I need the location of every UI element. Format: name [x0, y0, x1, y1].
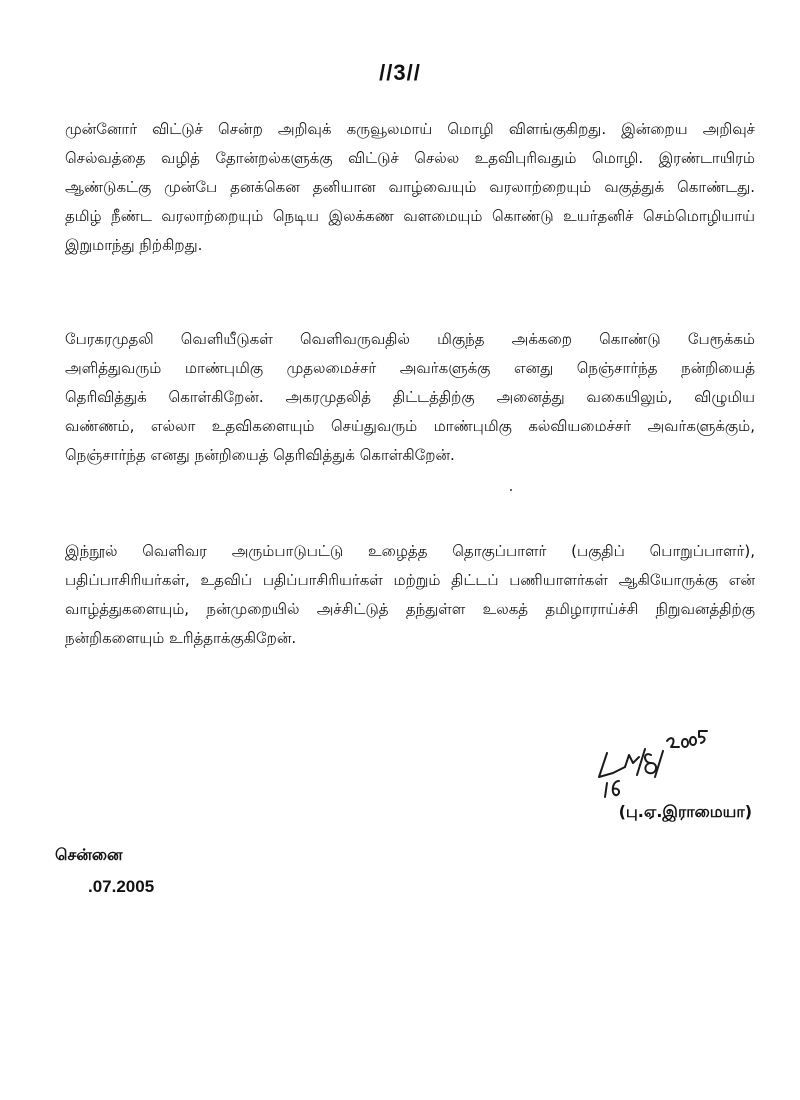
document-date: .07.2005	[88, 877, 155, 896]
signatory-name: (பு.ஏ.இராமையா)	[618, 802, 752, 821]
paragraph-line: தெரிவித்துக் கொள்கிறேன். அகரமுதலித் திட்டத்திற்கு அனைத்து வகையிலும், விழுமிய	[65, 388, 755, 406]
paragraph-line: வாழ்த்துகளையும், நன்முறையில் அச்சிட்டுத் தந்துள்ள உலகத் தமிழாராய்ச்சி நிறுவனத்திற்கு	[65, 600, 755, 618]
paragraph-line: தமிழ் நீண்ட வரலாற்றையும் நெடிய இலக்கண வளமையும் கொண்டு உயர்தனிச் செம்மொழியாய்	[65, 207, 755, 225]
paragraph-line: பேரகரமுதலி வெளியீடுகள் வெளிவருவதில் மிகுந்த அக்கறை கொண்டு பேரூக்கம்	[65, 330, 755, 348]
paragraph-line: செல்வத்தை வழித் தோன்றல்களுக்கு விட்டுச் செல்ல உதவிபுரிவதும் மொழி. இரண்டாயிரம்	[65, 149, 755, 167]
paragraph-line: ஆண்டுகட்கு முன்பே தனக்கென தனியான வாழ்வையும் வரலாற்றையும் வகுத்துக் கொண்டது.	[65, 178, 755, 196]
stray-mark	[510, 489, 512, 491]
paragraph-line: இந்நூல் வெளிவர அரும்பாடுபட்டு உழைத்த தொகுப்பாளர் (பகுதிப் பொறுப்பாளர்),	[65, 542, 755, 560]
paragraph-thanks-ministers	[65, 325, 755, 470]
paragraph-line: பதிப்பாசிரியர்கள், உதவிப் பதிப்பாசிரியர்கள் மற்றும் திட்டப் பணியாளர்கள் ஆகியோருக்கு என்	[65, 571, 755, 589]
handwritten-signature	[585, 715, 755, 805]
paragraph-line: நன்றிகளையும் உரித்தாக்குகிறேன்.	[65, 629, 297, 647]
place-name: சென்னை	[55, 845, 123, 864]
paragraph-line: இறுமாந்து நிற்கிறது.	[65, 236, 203, 254]
paragraph-line: அளித்துவரும் மாண்புமிகு முதலமைச்சர் அவர்களுக்கு எனது நெஞ்சார்ந்த நன்றியைத்	[65, 359, 755, 377]
page-number: //3//	[379, 60, 421, 85]
paragraph-thanks-team	[65, 537, 755, 653]
paragraph-line: வண்ணம், எல்லா உதவிகளையும் செய்துவரும் மாண்புமிகு கல்வியமைச்சர் அவர்களுக்கும்,	[65, 417, 755, 435]
paragraph-line: நெஞ்சார்ந்த எனது நன்றியைத் தெரிவித்துக் கொள்கிறேன்.	[65, 446, 455, 464]
paragraph-line: முன்னோர் விட்டுச் சென்ற அறிவுக் கருவூலமாய் மொழி விளங்குகிறது. இன்றைய அறிவுச்	[65, 120, 755, 138]
paragraph-language-heritage	[65, 115, 755, 260]
